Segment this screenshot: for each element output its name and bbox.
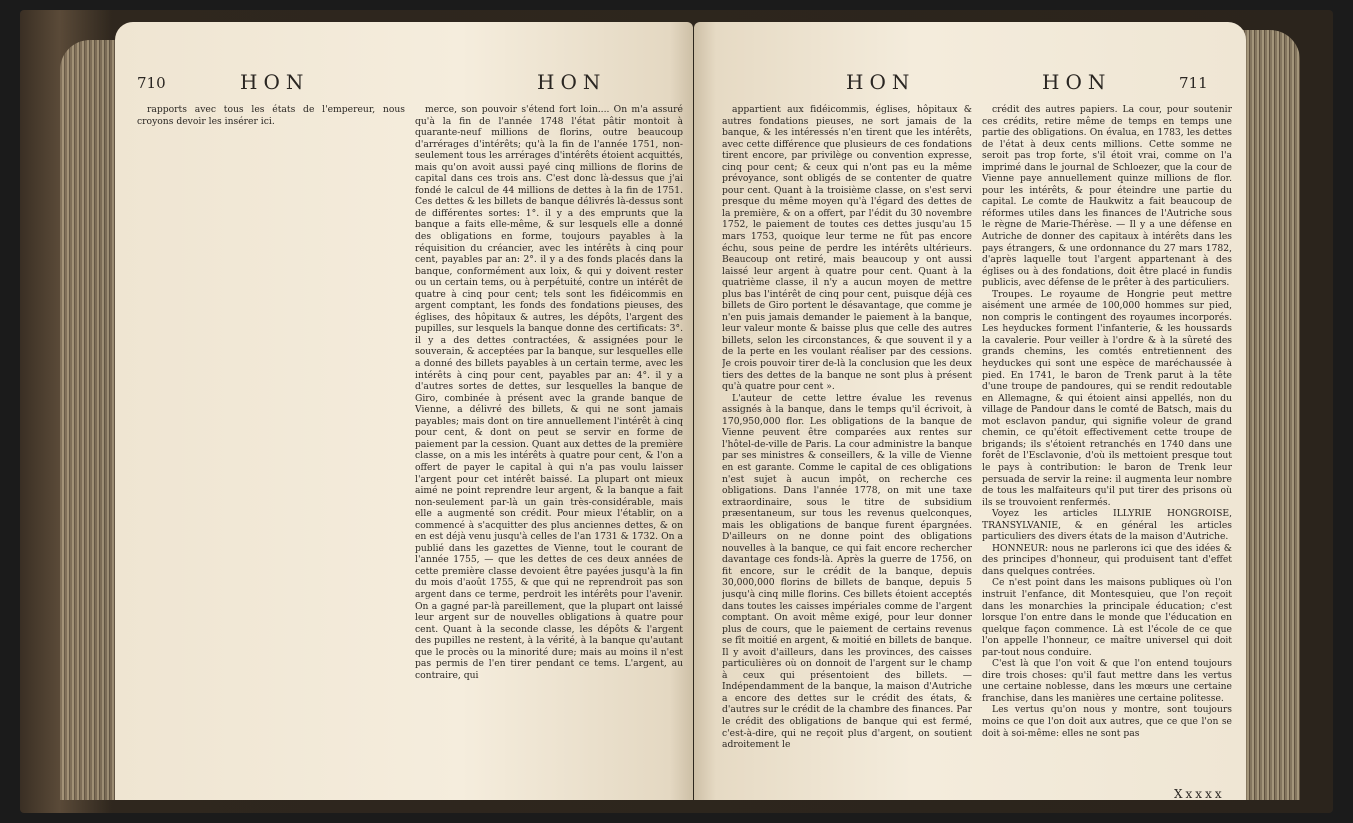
paragraph: C'est là que l'on voit & que l'on entend toujours dire trois choses: qu'il faut mettre dans les vertus une certaine noblesse, dans les mœurs une certaine franchise, dans les manières une certaine politesse. <box>982 658 1232 704</box>
left-page-edges <box>60 40 120 800</box>
right-column-1 <box>722 104 972 794</box>
left-headword-1: HON <box>240 70 310 94</box>
paragraph: appartient aux fidéicommis, églises, hôpitaux & autres fondations pieuses, ne sort jamais de la banque, & les intéressés n'en tirent que les intérêts, avec cette différence que plusieurs de ces fondations tirent encore, par privilège ou convention expresse, cinq pour cent; & ceux qui n'ont pas eu la même prévoyance, sont obligés de se contenter de quatre pour cent. Quant à la troisième classe, on s'est servi presque du même moyen qu'à l'égard des dettes de la première, & on a offert, par l'édit du 30 novembre 1752, le paiement de toutes ces dettes jusqu'au 15 mars 1753, quoique leur terme ne fût pas encore échu, sous peine de perdre les intérêts ultérieurs. Beaucoup ont retiré, mais beaucoup y ont aussi laissé leur argent à quatre pour cent. Quant à la quatrième classe, il n'y a aucun moyen de mettre plus bas l'intérêt de cinq pour cent, puisque déjà ces billets de Giro portent le désavantage, que comme je n'en puis jamais demander le paiement à la banque, leur valeur monte & baisse plus que celle des autres billets, selon les circonstances, & que souvent il y a de la perte en les voulant réaliser par des cessions. Je crois pouvoir tirer de-là la conclusion que les deux tiers des dettes de la banque ne sont plus à présent qu'à quatre pour cent ». <box>722 104 972 393</box>
right-page-edges <box>1240 30 1300 800</box>
paragraph: Ce n'est point dans les maisons publiques où l'on instruit l'enfance, dit Montesquieu, que l'on reçoit dans les monarchies la principale éducation; c'est lorsque l'on entre dans le monde que l'éducation en quelque façon commence. Là est l'école de ce que l'on appelle l'honneur, ce maître universel qui doit par-tout nous conduire. <box>982 577 1232 658</box>
paragraph: rapports avec tous les états de l'empereur, nous croyons devoir les insérer ici. <box>137 104 405 127</box>
paragraph: HONNEUR: nous ne parlerons ici que des idées & des principes d'honneur, qui produisent tant d'effet dans quelques contrées. <box>982 542 1232 577</box>
paragraph: Les vertus qu'on nous y montre, sont toujours moins ce que l'on doit aux autres, que ce que l'on se doit à soi-même: elles ne sont pas <box>982 704 1232 739</box>
right-folio: 711 <box>1179 74 1208 92</box>
left-column-2 <box>415 104 683 794</box>
right-column-2 <box>982 104 1232 786</box>
signature-mark: Xxxxx <box>1174 787 1225 800</box>
right-headword-1: HON <box>846 70 916 94</box>
left-column-1 <box>137 104 405 794</box>
paragraph: merce, son pouvoir s'étend fort loin.... On m'a assuré qu'à la fin de l'année 1748 l'état pâtir montoit à quarante-neuf millions de florins, outre beaucoup d'arrérages d'intérêts; qu'à la fin de l'année 1751, non-seulement tous les arrérages d'intérêts étoient acquittés, mais qu'on avoit aussi payé cinq millions de florins de capital dans ces trois ans. C'est donc là-dessus que j'ai fondé le calcul de 44 millions de dettes à la fin de 1751. Ces dettes & les billets de banque délivrés là-dessus sont de différentes sortes: 1°. il y a des emprunts que la banque a faits elle-même, & sur lesquels elle a donné des obligations en forme, toujours payables à la réquisition du créancier, avec les intérêts à cinq pour cent, payables par an: 2°. il y a des fonds placés dans la banque, conformément aux loix, & qui y doivent rester ou un certain tems, ou à perpétuité, contre un intérêt de quatre à cinq pour cent; tels sont les fidéicommis en argent comptant, les fonds des fondations pieuses, des églises, des hôpitaux & autres, les dépôts, l'argent des pupilles, sur lesquels la banque donne des certificats: 3°. il y a des dettes contractées, & assignées pour le souverain, & acceptées par la banque, sur lesquelles elle a donné des billets payables à un certain terme, avec les intérêts à cinq pour cent, payables par an: 4°. il y a d'autres sortes de dettes, sur lesquelles la banque de Giro, combinée à présent avec la grande banque de Vienne, a délivré des billets, & qui ne sont jamais payables; mais dont on tire annuellement l'intérêt à cinq pour cent, & dont on peut se servir en forme de paiement par la cession. Quant aux dettes de la première classe, on a mis les intérêts à quatre pour cent, & l'on a offert de payer le capital à qui n'a pas voulu laisser l'argent pour cet intérêt baissé. La plupart ont mieux aimé ne point reprendre leur argent, & la banque a fait non-seulement par-là un gain très-considérable, mais elle a augmenté son crédit. Pour mieux l'établir, on a commencé à s'acquitter des plus anciennes dettes, & on en est déjà venu jusqu'à celles de l'an 1731 & 1732. On a publié dans les gazettes de Vienne, tout le courant de l'année 1755, — que les dettes de ces deux années de cette première classe devoient être payées jusqu'à la fin du mois d'août 1755, & que qui ne reprendroit pas son argent dans ce terme, perdroit les intérêts pour l'avenir. On a gagné par-là pareillement, que la plupart ont laissé leur argent sur de nouvelles obligations à quatre pour cent. Quant à la seconde classe, les dépôts & l'argent des pupilles ne restent, à la vérité, à la banque qu'autant que le procès ou la minorité dure; mais au moins il n'est pas permis de l'en tirer pendant ce tems. L'argent, au contraire, qui <box>415 104 683 681</box>
paragraph: Voyez les articles ILLYRIE HONGROISE, TRANSYLVANIE, & en général les articles particuliers des divers états de la maison d'Autriche. <box>982 508 1232 543</box>
right-page <box>694 22 1246 800</box>
paragraph: Troupes. Le royaume de Hongrie peut mettre aisément une armée de 100,000 hommes sur pied, non compris le contingent des royaumes incorporés. Les heyduckes forment l'infanterie, & les houssards la cavalerie. Pour veiller à l'ordre & à la sûreté des grands chemins, les comtés entretiennent des heyduckes qui sont une espèce de maréchaussée à pied. En 1741, le baron de Trenk parut à la tête d'une troupe de pandoures, qui se rendit redoutable en Allemagne, & qui étoient ainsi appellés, non du village de Pandour dans le comté de Batsch, mais du mot esclavon pandur, qui signifie voleur de grand chemin, ce qu'étoit effectivement cette troupe de brigands; ils s'étoient retranchés en 1740 dans une forêt de l'Esclavonie, d'où ils mettoient presque tout le pays à contribution: le baron de Trenk leur persuada de servir la reine: il augmenta leur nombre de tous les malfaiteurs qu'il put tirer des prisons où ils se trouvoient renfermés. <box>982 288 1232 508</box>
left-folio: 710 <box>137 74 166 92</box>
left-page <box>115 22 693 800</box>
paragraph: crédit des autres papiers. La cour, pour soutenir ces crédits, retire même de temps en temps une partie des obligations. On évalua, en 1783, les dettes de l'état à deux cents millions. Cette somme ne seroit pas trop forte, s'il étoit vrai, comme on l'a imprimé dans le journal de Schloezer, que la cour de Vienne paye annuellement quinze millions de flor. pour les intérêts, & pour éteindre une partie du capital. Le comte de Haukwitz a fait beaucoup de réformes utiles dans les finances de l'Autriche sous le règne de Marie-Thérèse. — Il y a une défense en Autriche de donner des capitaux à intérêts dans les pays étrangers, & une ordonnance du 27 mars 1782, d'après laquelle tout l'argent appartenant à des églises ou à des fondations, doit être placé in fundis publicis, avec défense de le prêter à des particuliers. <box>982 104 1232 289</box>
right-headword-2: HON <box>1042 70 1112 94</box>
left-headword-2: HON <box>537 70 607 94</box>
paragraph: L'auteur de cette lettre évalue les revenus assignés à la banque, dans le temps qu'il écrivoit, à 170,950,000 flor. Les obligations de la banque de Vienne peuvent être comparées aux rentes sur l'hôtel-de-ville de Paris. La cour administre la banque par ses ministres & conseillers, & la ville de Vienne en est garante. Comme le capital de ces obligations n'est sujet à aucun impôt, on recherche ces obligations. Dans l'année 1778, on mit une taxe extraordinaire, sous le titre de subsidium præsentaneum, sur tous les revenus quelconques, mais les obligations de banque furent épargnées. D'ailleurs on ne donne point des obligations nouvelles à la banque, ce qui fait encore rechercher davantage ces fonds-là. Après la guerre de 1756, on fit encore, sur le crédit de la banque, depuis 30,000,000 florins de billets de banque, depuis 5 jusqu'à cinq mille florins. Ces billets étoient acceptés dans toutes les caisses impériales comme de l'argent comptant. On avoit même exigé, pour leur donner plus de cours, que le paiement de certains revenus se fît moitié en argent, & moitié en billets de banque. Il y avoit d'ailleurs, dans les provinces, des caisses particulières où on donnoit de l'argent sur le champ à ceux qui présentoient des billets. — Indépendamment de la banque, la maison d'Autriche a encore des dettes sur le crédit des états, & d'autres sur le crédit de la chambre des finances. Par le crédit des obligations de banque qui est fermé, c'est-à-dire, qui ne reçoit plus d'argent, on soutient adroitement le <box>722 392 972 751</box>
